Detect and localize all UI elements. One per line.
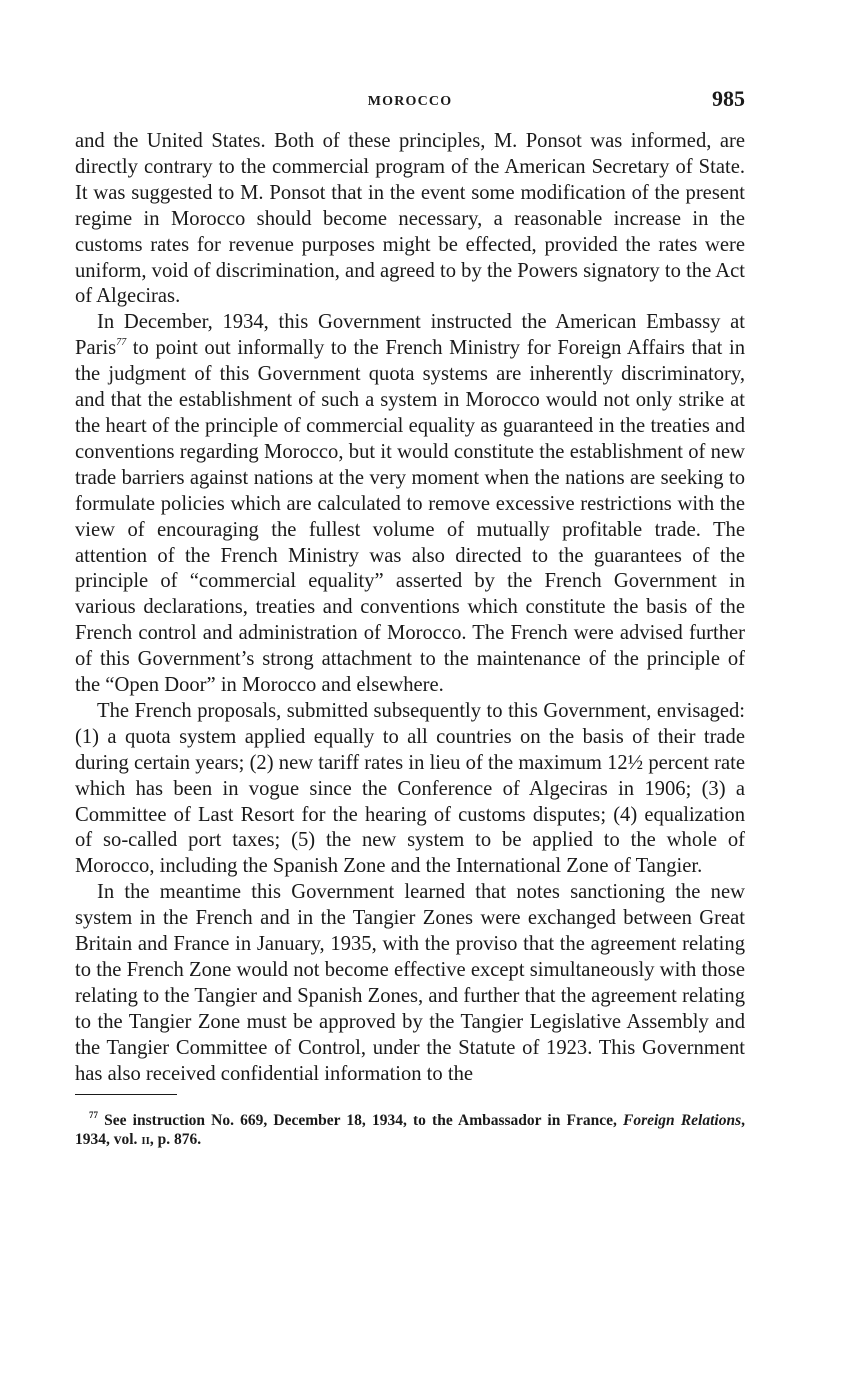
paragraph-2 [75, 310, 745, 699]
paragraph-text: In December, 1934, this Government instructed the American Embassy at Paris [75, 311, 745, 360]
paragraph-4 [75, 880, 745, 1087]
body-text [75, 129, 745, 1088]
footnote-italic-title: Foreign Relations [623, 1111, 742, 1129]
footnote-marker: 77 [89, 1109, 98, 1120]
paragraph-text: to point out informally to the French Ministry for Foreign Affairs that in the judgment of this Government quota systems are inherently discriminatory, and that the establishment of such a system in Morocco would not only strike at the heart of the principle of commercial equality as guaranteed in the treaties and conventions regarding Morocco, but it would constitute the establishment of new trade barriers against nations at the very moment when the nations are seeking to formulate policies which are calculated to remove excessive restrictions with the view of encouraging the fullest volume of mutually profitable trade. The attention of the French Ministry was also directed to the guarantees of the principle of “commercial equality” asserted by the French Government in various declarations, treaties and conventions which constitute the basis of the French control and administration of Morocco. The French were advised further of this Government’s strong attachment to the maintenance of the principle of the “Open Door” in Morocco and elsewhere. [75, 337, 745, 697]
footnote-divider [75, 1094, 177, 1095]
page-header [75, 86, 745, 120]
page-number: 985 [712, 86, 745, 111]
document-page [75, 86, 745, 1149]
paragraph-text: In the meantime this Government learned that notes sanctioning the new system in the French and in the Tangier Zones were exchanged between Great Britain and France in January, 1935, with the proviso that the agreement relating to the French Zone would not become effective except simultaneously with those relating to the Tangier and Spanish Zones, and further that the agreement relating to the Tangier Zone must be approved by the Tangier Legislative Assembly and the Tangier Committee of Control, under the Statute of 1923. This Government has also received confidential information to the [75, 881, 745, 1085]
paragraph-text: The French proposals, submitted subsequently to this Government, envisaged: (1) a quota system applied equally to all countries on the basis of their trade during certain years; (2) new tariff rates in lieu of the maximum 12½ percent rate which has been in vogue since the Conference of Algeciras in 1906; (3) a Committee of Last Resort for the hearing of customs disputes; (4) equalization of so-called port taxes; (5) the new system to be applied to the whole of Morocco, including the Spanish Zone and the International Zone of Tangier. [75, 699, 745, 878]
footnote-text-b: , 1934, vol. [75, 1111, 745, 1148]
running-head: MOROCCO [367, 94, 453, 109]
footnote [75, 1111, 745, 1149]
paragraph-3 [75, 699, 745, 880]
footnote-text-a: See instruction No. 669, December 18, 1934, to the Ambassador in France, [98, 1111, 623, 1129]
footnote-reference[interactable]: 77 [116, 337, 127, 349]
paragraph-text: and the United States. Both of these principles, M. Ponsot was informed, are directly contrary to the commercial program of the American Secretary of State. It was suggested to M. Ponsot that in the event some modification of the present regime in Morocco should become necessary, a reasonable increase in the customs rates for revenue purposes might be effected, provided the rates were uniform, void of discrimination, and agreed to by the Powers signatory to the Act of Algeciras. [75, 130, 745, 308]
footnote-text-c: , p. 876. [149, 1130, 202, 1148]
footnote-volume: ii [141, 1130, 150, 1148]
paragraph-1 [75, 129, 745, 310]
footnote-77 [75, 1111, 745, 1149]
